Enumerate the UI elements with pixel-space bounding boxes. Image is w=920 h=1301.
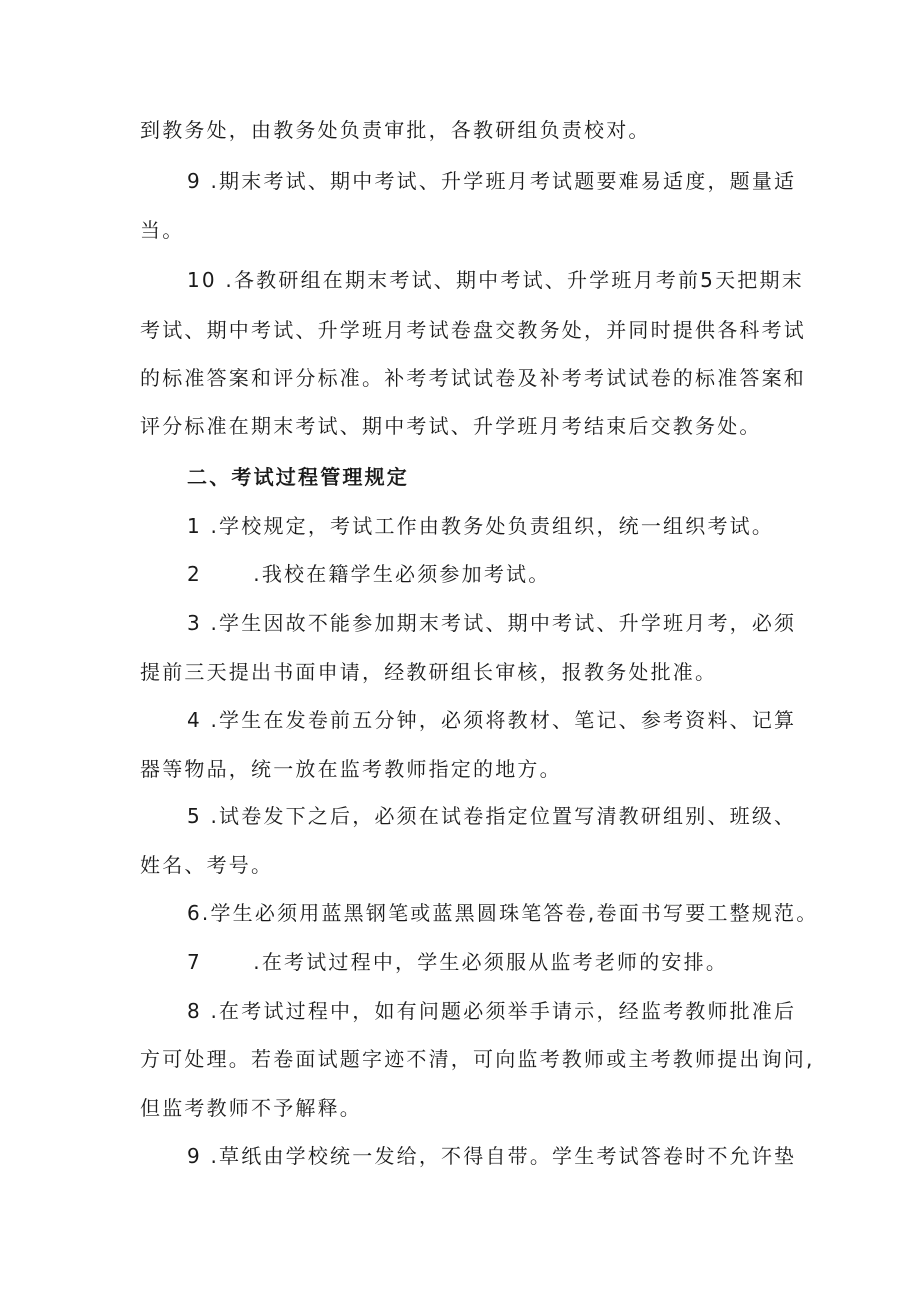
list-item-line: 7 .在考试过程中，学生必须服从监考老师的安排。 [187,950,729,974]
text-line: 当。 [140,218,185,242]
text-line: 器等物品，统一放在监考教师指定的地方。 [140,757,562,781]
list-item-line: 3 .学生因故不能参加期末考试、期中考试、升学班月考，必须 [187,611,797,635]
text-line: 提前三天提出书面申请，经教研组长审核，报教务处批准。 [140,660,718,684]
list-item-line: 9 .期末考试、期中考试、升学班月考试题要难易适度，题量适 [187,169,797,193]
list-item-line: 10 .各教研组在期末考试、期中考试、升学班月考前5天把期末 [187,268,804,292]
section-heading: 二、考试过程管理规定 [187,465,409,489]
list-item-line: 2 .我校在籍学生必须参加考试。 [187,562,551,586]
text-line: 的标准答案和评分标准。补考考试试卷及补考考试试卷的标准答案和 [140,366,806,390]
list-item-line: 9 .草纸由学校统一发给，不得自带。学生考试答卷时不允许垫 [187,1144,797,1168]
list-item-line: 1 .学校规定，考试工作由教务处负责组织，统一组织考试。 [187,514,775,538]
text-line: 考试、期中考试、升学班月考试卷盘交教务处，并同时提供各科考试 [140,318,806,342]
list-item-line: 5 .试卷发下之后，必须在试卷指定位置写清教研组别、班级、 [187,804,797,828]
text-line: 方可处理。若卷面试题字迹不清，可向监考教师或主考教师提出询问, [140,1047,815,1071]
text-line: 到教务处，由教务处负责审批，各教研组负责校对。 [140,118,651,142]
text-line: 姓名、考号。 [140,853,274,877]
text-line: 但监考教师不予解释。 [140,1096,362,1120]
list-item-line: 6.学生必须用蓝黑钢笔或蓝黑圆珠笔答卷,卷面书写要工整规范。 [187,901,819,925]
list-item-line: 4 .学生在发卷前五分钟，必须将教材、笔记、参考资料、记算 [187,708,797,732]
list-item-line: 8 .在考试过程中，如有问题必须举手请示，经监考教师批准后 [187,999,797,1023]
text-line: 评分标准在期末考试、期中考试、升学班月考结束后交教务处。 [140,414,762,438]
